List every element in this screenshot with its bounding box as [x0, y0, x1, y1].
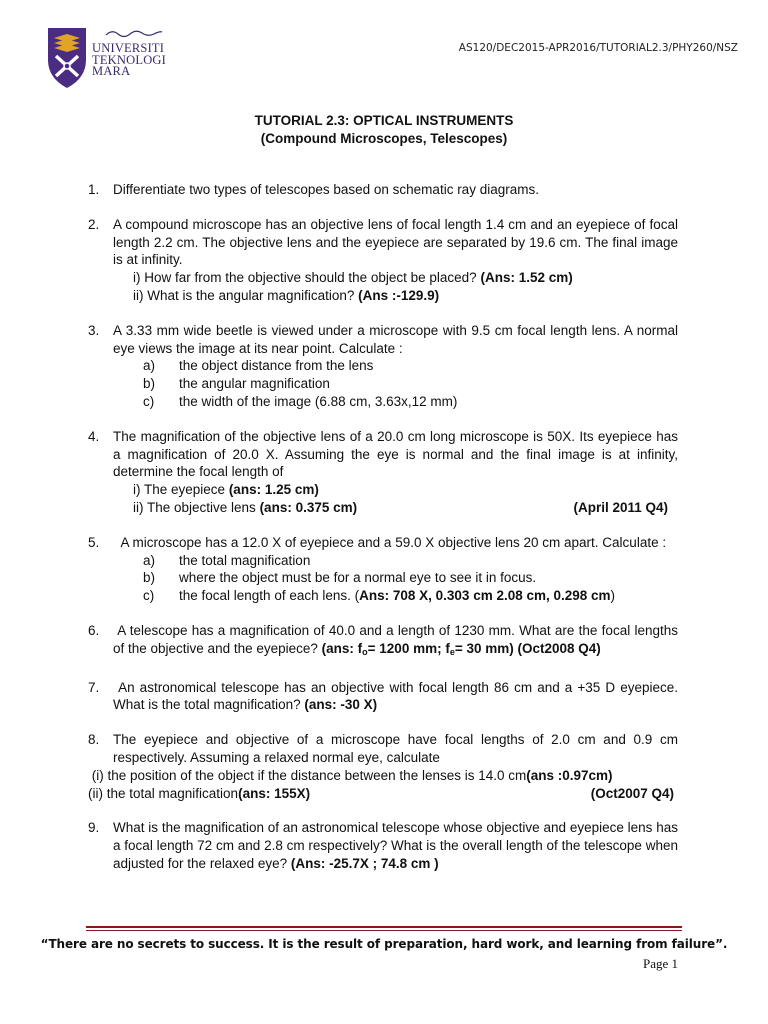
question-number: 9.	[88, 820, 100, 836]
item-label: c)	[143, 588, 155, 604]
question-5	[88, 534, 678, 605]
sub-question-text: ii) The objective lens	[133, 499, 260, 515]
question-text: The magnification of the objective lens of a 20.0 cm long microscope is 50X. Its eyepiece has a magnification of 20.0 X. Assuming the eye is normal and the final image is at infinity, determine the focal length of	[113, 428, 678, 480]
answer	[322, 641, 514, 656]
question-text	[113, 622, 682, 662]
sub-question	[88, 767, 678, 785]
question-number: 8.	[88, 732, 100, 748]
document-code: AS120/DEC2015-APR2016/TUTORIAL2.3/PHY260/NSZ	[458, 42, 738, 54]
subscript-e: e	[449, 646, 455, 657]
sub-question-text: i) The eyepiece	[133, 482, 229, 498]
question-1	[88, 181, 678, 199]
item-text: the total magnification	[179, 552, 311, 568]
question-number: 4.	[88, 428, 100, 444]
question-body: An astronomical telescope has an objective with focal length 86 cm and a +35 D eyepiece. What is the total magnification?	[113, 679, 682, 713]
question-3	[88, 322, 678, 411]
question-text: The eyepiece and objective of a microscope have focal lengths of 2.0 cm and 0.9 cm respectively. Assuming a relaxed normal eye, calculate	[113, 732, 678, 765]
question-number: 1.	[88, 182, 100, 197]
question-text: A 3.33 mm wide beetle is viewed under a microscope with 9.5 cm focal length lens. A normal eye views the image at its near point. Calculate :	[113, 322, 678, 356]
item-text: the focal length of each lens. (	[179, 588, 360, 604]
exam-reference: (April 2011 Q4)	[573, 499, 668, 515]
question-text: Differentiate two types of telescopes based on schematic ray diagrams.	[113, 182, 539, 197]
list-item	[113, 357, 678, 375]
question-number: 2.	[88, 216, 100, 232]
question-list	[88, 181, 682, 890]
answer-part: = 30 mm)	[454, 640, 514, 656]
question-8	[88, 731, 678, 802]
footer-divider	[86, 926, 682, 928]
item-label: b)	[143, 376, 156, 392]
page-title: TUTORIAL 2.3: OPTICAL INSTRUMENTS	[254, 113, 514, 128]
sub-question	[88, 785, 678, 803]
item-text: the width of the image (6.88 cm, 3.63x,12 mm)	[179, 393, 458, 409]
university-logo	[44, 26, 174, 92]
sub-question-text: (i) the position of the object if the distance between the lenses is 14.0 cm	[88, 767, 527, 783]
question-body: A telescope has a magnification of 40.0 and a length of 1230 mm. What are the focal lengths of the objective and the eyepiece?	[113, 622, 682, 656]
exam-reference: (Oct2007 Q4)	[590, 785, 674, 801]
list-item	[113, 375, 678, 393]
footer-quote: “There are no secrets to success. It is the result of preparation, hard work, and learning from failure”.	[40, 937, 728, 951]
answer: Ans: 708 X, 0.303 cm 2.08 cm, 0.298 cm	[359, 588, 611, 604]
sub-question	[113, 499, 678, 517]
answer: (Ans: 1.52 cm)	[480, 270, 573, 286]
question-7	[88, 679, 682, 715]
sub-question	[113, 481, 678, 499]
item-text: where the object must be for a normal eye to see it in focus.	[179, 570, 537, 586]
sub-question-text: ii) What is the angular magnification?	[133, 287, 359, 303]
question-number: 5.	[88, 534, 100, 550]
question-number: 6.	[88, 622, 100, 638]
question-4	[88, 428, 678, 517]
question-2	[88, 216, 678, 305]
item-label: a)	[143, 552, 156, 568]
uitm-crest-icon	[44, 26, 90, 90]
item-label: b)	[143, 570, 156, 586]
footer-divider-thin	[86, 930, 682, 931]
list-item	[113, 587, 678, 605]
item-text: the angular magnification	[179, 376, 330, 392]
answer: (Ans :-129.9)	[358, 287, 440, 303]
page-number: Page 1	[642, 956, 678, 971]
list-item	[113, 569, 678, 587]
subscript-o: o	[362, 646, 368, 657]
question-9	[88, 819, 678, 872]
answer: (ans: 0.375 cm)	[259, 499, 358, 515]
sub-question	[113, 269, 678, 287]
question-text: A compound microscope has an objective lens of focal length 1.4 cm and an eyepiece of focal length 2.2 cm. The objective lens and the eyepiece are separated by 19.6 cm. The final image is at infinity.	[113, 216, 678, 268]
item-label: a)	[143, 358, 156, 374]
sub-question	[113, 287, 678, 305]
question-text: A microscope has a 12.0 X of eyepiece and a 59.0 X objective lens 20 cm apart. Calculate :	[113, 534, 667, 550]
question-6	[88, 622, 682, 662]
logo-line-3: MARA	[92, 64, 131, 78]
question-body: What is the magnification of an astronomical telescope whose objective and eyepiece lens has a focal length 72 cm and 2.8 cm respectively? What is the overall length of the telescope when adjusted for the relaxed eye?	[113, 820, 678, 871]
exam-reference: (Oct2008 Q4)	[517, 640, 601, 656]
answer: (ans: -30 X)	[304, 697, 378, 713]
logo-line-1: UNIVERSITI	[92, 41, 165, 55]
item-text: the object distance from the lens	[179, 358, 374, 374]
answer-part: = 1200 mm; f	[367, 640, 450, 656]
answer: (ans :0.97cm)	[526, 767, 613, 783]
item-text-close: )	[610, 588, 616, 604]
sub-question-text: (ii) the total magnification	[88, 785, 239, 801]
title-block	[0, 112, 768, 148]
answer: (Ans: -25.7X ; 74.8 cm )	[290, 855, 439, 871]
question-number: 7.	[88, 679, 100, 695]
answer: (ans: 155X)	[238, 785, 311, 801]
answer-part: (ans: f	[321, 640, 363, 656]
page-subtitle: (Compound Microscopes, Telescopes)	[260, 131, 508, 146]
question-text	[113, 679, 682, 715]
logo-wordmark	[92, 43, 166, 78]
answer: (ans: 1.25 cm)	[228, 482, 319, 498]
sub-question-text: i) How far from the objective should the object be placed?	[133, 270, 481, 286]
item-label: c)	[143, 393, 155, 409]
list-item	[113, 552, 678, 570]
logo-line-2: TEKNOLOGI	[92, 52, 167, 67]
question-text	[113, 819, 678, 872]
list-item	[113, 393, 678, 411]
question-number: 3.	[88, 322, 100, 338]
jawi-script-icon	[104, 28, 164, 38]
